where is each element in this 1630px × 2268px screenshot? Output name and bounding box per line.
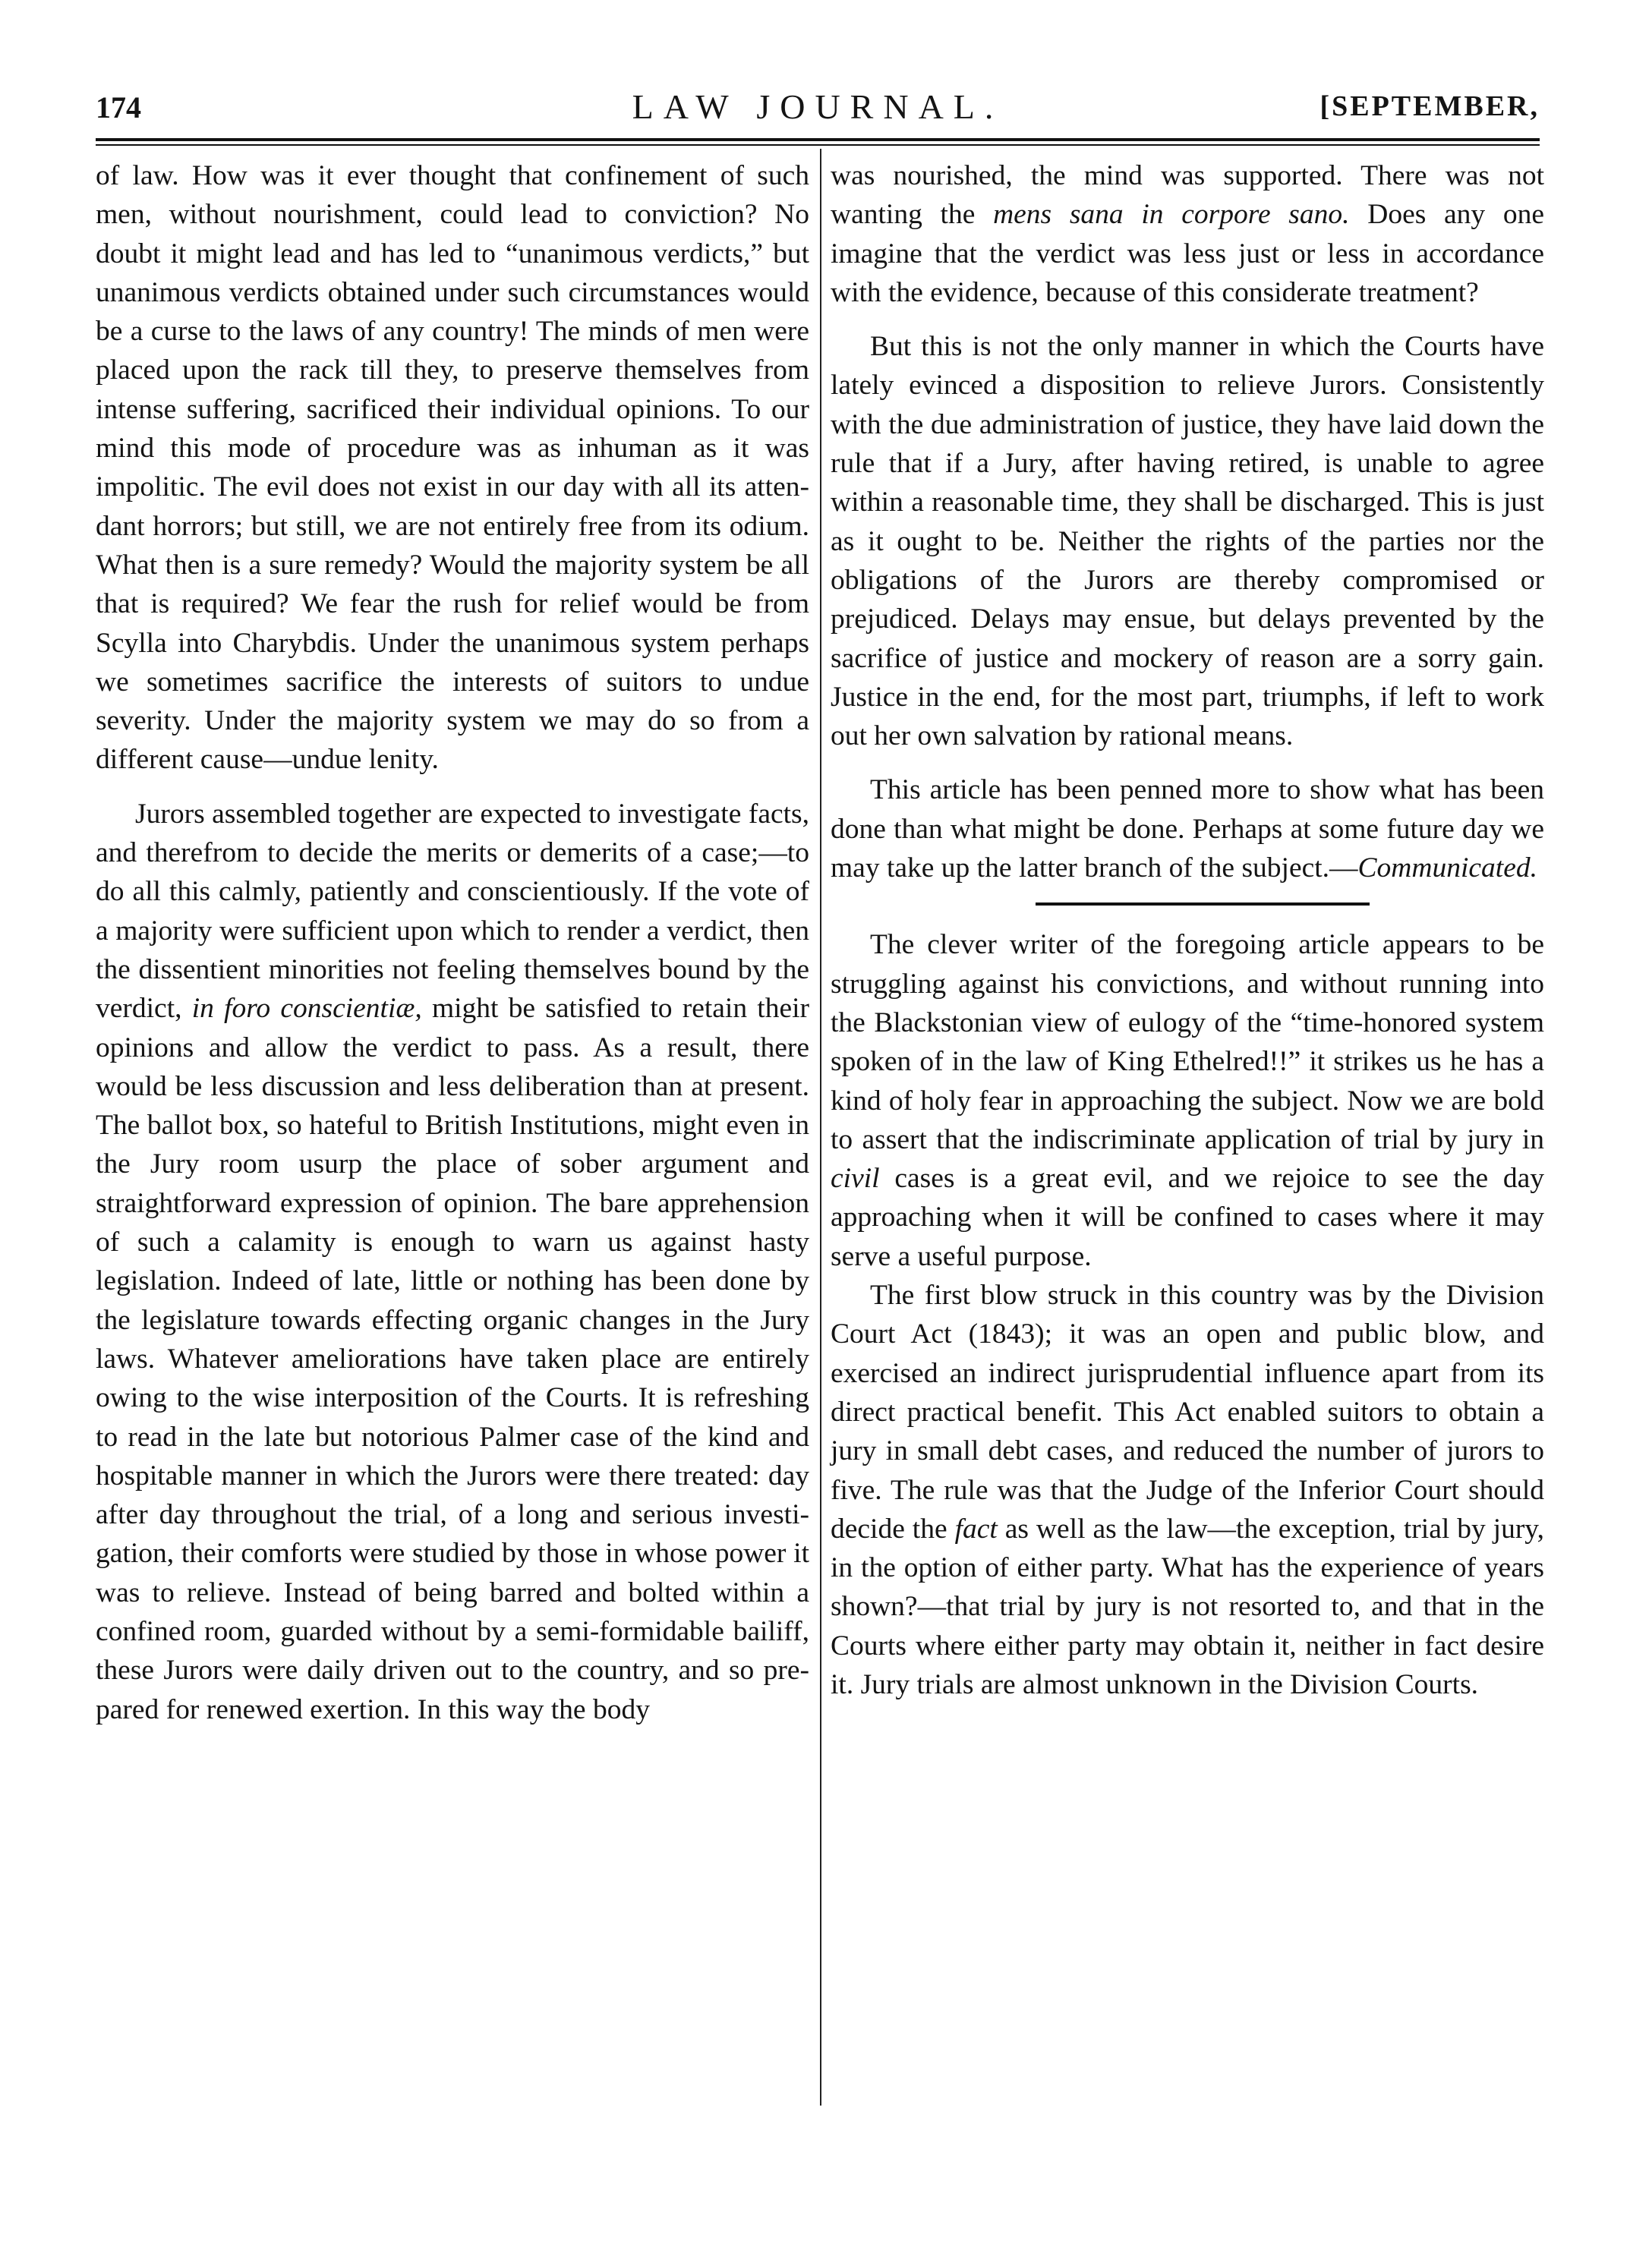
paragraph-text: The first blow struck in this country was by the Division Court Act (1843); it was an open and public blow, and exercised an indirect jurisprudential influence apart from its direct practical benefit. This Act enabled suitors to obtain a jury in small debt cases, and reduced the number of jurors to five. The rule was that the Judge of the Inferior Court should decide the — [831, 1280, 1544, 1545]
italic-phrase: fact — [954, 1513, 998, 1545]
header-month: [SEPTEMBER, — [1319, 90, 1540, 122]
paragraph-text: might be satisfied to retain their opinions and allow the verdict to pass. As a result, there would be less discussion and less deliberation than at present. The ballot box, so hateful to British Institutions, might even in the Jury room usurp the place of sober argument and straightforward expression of opinion. The bare apprehension of such a calamity is enough to warn us against hasty legislation. Indeed of late, little or nothing has been done by the legislature towards effecting organic changes in the Jury laws. Whatever ameliorations have taken place are entirely owing to the wise interposition of the Courts. It is refreshing to read in the late but notorious Palmer case of the kind and hospitable manner in which the Jurors were there treated: day after day throughout the trial, of a long and serious investigation, their comforts were studied by those in whose power it was to relieve. Instead of being barred and bolted within a confined room, guarded without by a semi-formidable bailiff, these Jurors were daily driven out to the country, and so prepared for renewed exertion. In this way the body — [96, 993, 809, 1725]
paragraph-text: of law. How was it ever thought that confinement of such men, without nourishment, could lead to conviction? No doubt it might lead and has led to “unanimous verdicts,” but unanimous verdicts obtained under such circumstances would be a curse to the laws of any country! The minds of men were placed upon the rack till they, to preserve themselves from intense suffering, sacrificed their individual opinions. To our mind this mode of procedure was as inhuman as it was impolitic. The evil does not exist in our day with all its attendant horrors; but still, we are not entirely free from its odium. What then is a sure remedy? Would the majority system be all that is required? We fear the rush for relief would be from Scylla into Charybdis. Under the unanimous system perhaps we sometimes sacrifice the interests of suitors to undue severity. Under the majority system we may do so from a different cause—undue lenity. — [96, 160, 809, 776]
page-number: 174 — [96, 90, 141, 124]
paragraph — [831, 770, 1544, 887]
paragraph — [96, 795, 809, 1729]
italic-signature: Communicated. — [1357, 852, 1537, 884]
paragraph-text: The clever writer of the foregoing article appears to be struggling against his convictions, and without running into the Blackstonian view of eulogy of the “time-honored system spoken of in the law of King Ethelred!!” it strikes us he has a kind of holy fear in approaching the subject. Now we are bold to assert that the indiscriminate application of trial by jury in — [831, 929, 1544, 1155]
column-divider — [820, 149, 821, 2106]
header-rule-thin — [96, 144, 1540, 146]
journal-title: LAW JOURNAL. — [632, 87, 1004, 126]
paragraph-text: as well as the law—the exception, trial by jury, in the option of either party. What has the experience of years shown?—that trial by jury is not resorted to, and that in the Courts where either party may obtain it, neither in fact desire it. Jury trials are almost unknown in the Division Courts. — [831, 1513, 1544, 1700]
italic-phrase: civil — [831, 1163, 880, 1195]
left-column — [96, 156, 809, 1729]
right-column — [831, 156, 1544, 1704]
paragraph — [831, 156, 1544, 312]
header-rule-thick — [96, 138, 1540, 141]
paragraph-text: But this is not the only manner in which the Courts have lately evinced a disposition to relieve Jurors. Consistently with the due administration of justice, they have laid down the rule that if a Jury, after having retired, is unable to agree within a reasonable time, they shall be discharged. This is just as it ought to be. Neither the rights of the parties nor the obligations of the Jurors are thereby compromised or prejudiced. Delays may ensue, but delays prevented by the sacrifice of justice and mockery of reason are a sorry gain. Justice in the end, for the most part, triumphs, if left to work out her own salvation by rational means. — [831, 331, 1544, 752]
paragraph-text: was nourished, the mind was supported. There was not wanting the — [831, 160, 1544, 231]
paragraph — [831, 925, 1544, 1276]
italic-phrase: in foro conscientiæ, — [191, 993, 422, 1025]
paragraph — [96, 156, 809, 780]
paragraph — [831, 1276, 1544, 1704]
italic-phrase: mens sana in corpore sano. — [993, 199, 1350, 231]
page-header — [96, 76, 1540, 137]
paragraph-text: cases is a great evil, and we rejoice to see the day approaching when it will be confined to cases where it may serve a useful purpose. — [831, 1163, 1545, 1272]
paragraph-text: Jurors assembled together are expected to investigate facts, and therefrom to decide the merits or demerits of a case;—to do all this calmly, patiently and conscientiously. If the vote of a majority were sufficient upon which to render a verdict, then the dissentient minorities not feeling themselves bound by the verdict, — [96, 798, 809, 1025]
separator-rule — [1036, 902, 1370, 906]
paragraph-text: Does any one imagine that the verdict was less just or less in accordance with the evidence, because of this considerate treatment? — [831, 199, 1545, 308]
section-separator — [831, 887, 1544, 925]
paragraph — [831, 327, 1544, 755]
paragraph-text: This article has been penned more to show what has been done than what might be done. Perhaps at some future day we may take up the latter branch of the subject.— — [831, 774, 1544, 884]
